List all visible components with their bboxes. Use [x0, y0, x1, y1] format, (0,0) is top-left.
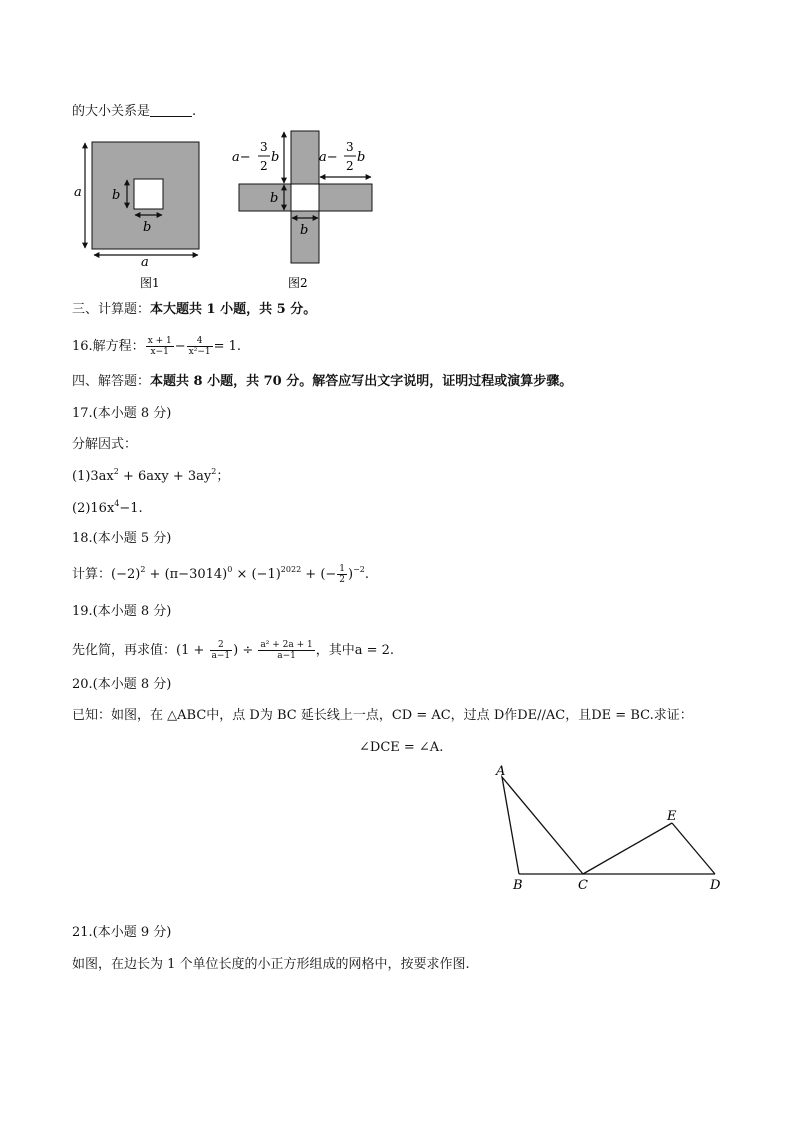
point-b-label: B [513, 878, 523, 893]
triangle-figure [490, 760, 725, 895]
fig2-left-var: b [271, 150, 280, 165]
fig2-right-frac-den: 2 [346, 159, 354, 173]
q16: 16.解方程： $\frac{x + 1}{x-1}$ − $\frac{4}{\text{x²−1}}$ = 1. [72, 336, 242, 357]
fig2-label-b-bottom: b [300, 223, 309, 238]
fig2-right-expr: a− [319, 150, 338, 165]
fig2-left-frac-den: 2 [260, 159, 268, 173]
q21-body: 如图，在边长为 1 个单位长度的小正方形组成的网格中，按要求作图. [72, 957, 470, 972]
q16-fraction-2: $\frac{4}{\text{x²−1}}$ [188, 336, 211, 357]
q15-tail: 的大小关系是 . [72, 104, 197, 119]
point-a-label: A [496, 764, 506, 779]
q17-header: 17.(本小题 8 分) [72, 406, 172, 421]
q17-part-1: $(1)3ax^2 + 6axy + 3ay^2$； [72, 467, 230, 484]
section-3-heading: 三、计算题：本大题共 1 小题，共 5 分。 [72, 302, 317, 317]
square-figures [64, 128, 394, 293]
fig2-left-frac-num: 3 [260, 140, 268, 154]
q20-body: 已知：如图，在 △ABC中，点 D为 BC 延长线上一点，CD = AC，过点 D作DE//AC，且DE = BC.求证： [72, 708, 693, 723]
point-e-label: E [667, 809, 677, 824]
fig1-caption: 图1 [140, 276, 160, 290]
q18-expression: 计算：$(-2)^2 + (\pi-3014)^0 \times (-1)^{2022}$ + (− $\frac{1}{2}$ )$^{-2}$. [72, 564, 370, 585]
q21-header: 21.(本小题 9 分) [72, 925, 172, 940]
point-d-label: D [710, 878, 721, 893]
fig2-label-b-left: b [270, 191, 279, 206]
fig1-label-b-left: b [112, 188, 121, 203]
fig1-label-b-bottom: b [143, 220, 152, 235]
section-4-heading: 四、解答题：本题共 8 小题，共 70 分。解答应写出文字说明，证明过程或演算步骤。 [72, 374, 573, 389]
fig2-right-var: b [357, 150, 366, 165]
q20-header: 20.(本小题 8 分) [72, 677, 172, 692]
q16-fraction-1: $\frac{x + 1}{x-1}$ [147, 336, 172, 357]
q19-header: 19.(本小题 8 分) [72, 604, 172, 619]
q19-fraction-2: $\frac{\text{a² + 2a + 1}}{a-1}$ [260, 640, 313, 661]
q18-fraction: $\frac{1}{2}$ [339, 564, 346, 585]
q18-header: 18.(本小题 5 分) [72, 531, 172, 546]
fig2-left-expr: a− [232, 150, 251, 165]
fig1-label-a-left: a [74, 185, 82, 200]
q19-fraction-1: $\frac{2}{a-1}$ [211, 640, 231, 661]
fig2-caption: 图2 [288, 276, 308, 290]
fig2-right-frac-num: 3 [346, 140, 354, 154]
figure-2 [232, 131, 372, 290]
figure-1 [74, 142, 199, 290]
q19-expression: 先化简，再求值：(1 + $\frac{2}{a-1}$ ) ÷ $\frac{\text{a² + 2a + 1}}{a-1}$ ，其中a = 2. [72, 640, 395, 661]
fig1-label-a-bottom: a [141, 255, 149, 270]
answer-blank [150, 104, 192, 117]
q17-intro: 分解因式： [72, 437, 138, 452]
point-c-label: C [578, 878, 588, 893]
q17-part-2: $(2)16x^4-1$. [72, 499, 143, 516]
q20-conclusion: ∠DCE = ∠A. [359, 740, 444, 755]
